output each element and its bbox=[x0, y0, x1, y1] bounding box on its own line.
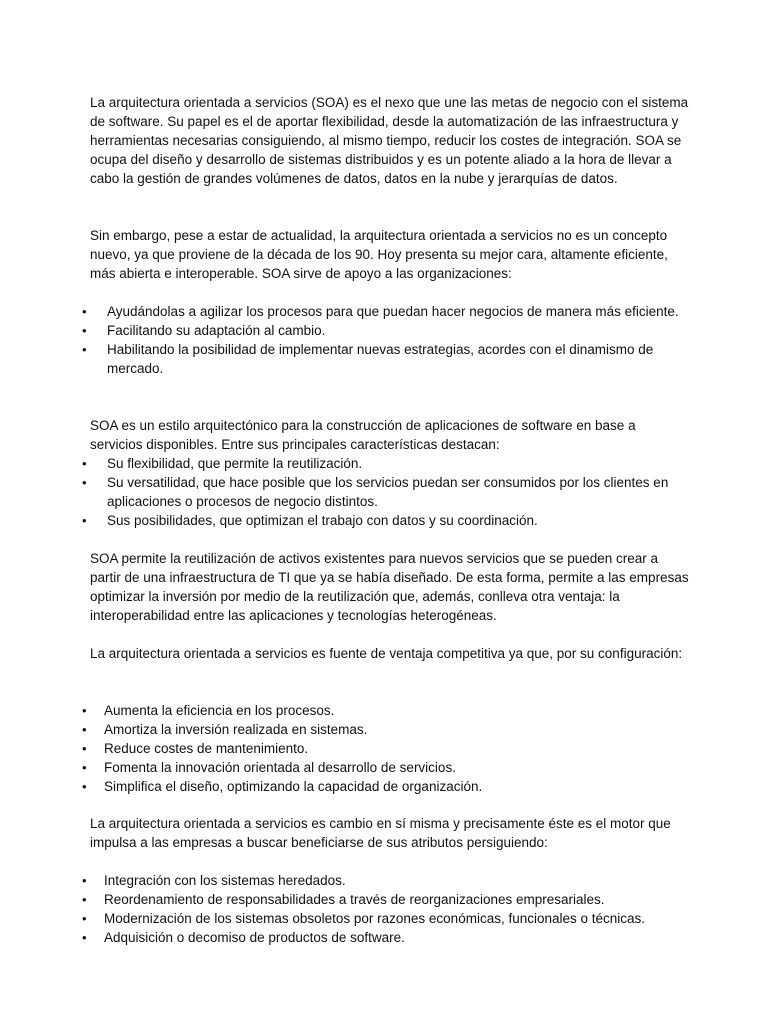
bullet-icon: • bbox=[82, 760, 87, 775]
list-item: • Modernización de los sistemas obsoletos por razones económicas, funcionales o técnicas. bbox=[82, 911, 646, 926]
list-item: • Ayudándolas a agilizar los procesos para que puedan hacer negocios de manera más eficiente. bbox=[82, 304, 679, 319]
list-item: • Amortiza la inversión realizada en sistemas. bbox=[82, 722, 368, 737]
bullet-icon: • bbox=[82, 930, 87, 945]
list-item: • Facilitando su adaptación al cambio. bbox=[82, 323, 326, 338]
paragraph-change: La arquitectura orientada a servicios es cambio en sí misma y precisamente éste es el motor que impulsa a las empresas a buscar beneficiarse de sus atributos persiguiendo: bbox=[90, 816, 671, 850]
list-item: • Aumenta la eficiencia en los procesos. bbox=[82, 703, 335, 718]
bullet-icon: • bbox=[82, 342, 87, 357]
paragraph-context: Sin embargo, pese a estar de actualidad, la arquitectura orientada a servicios no es un concepto nuevo, ya que proviene de la década de los 90. Hoy presenta su mejor cara, altamente eficiente, más abierta e interoperable. SOA sirve de apoyo a las organizaciones: bbox=[90, 228, 668, 281]
bullet-icon: • bbox=[82, 456, 87, 471]
list-advantages bbox=[0, 701, 700, 796]
list-item: • Fomenta la innovación orientada al desarrollo de servicios. bbox=[82, 760, 456, 775]
list-characteristics bbox=[0, 454, 700, 530]
paragraph-reuse: SOA permite la reutilización de activos existentes para nuevos servicios que se pueden crear a partir de una infraestructura de TI que ya se había diseñado. De esta forma, permite a las empresas optimizar la inversión por medio de la reutilización que, además, conlleva otra ventaja: la interoperabilidad entre las aplicaciones y tecnologías heterogéneas. bbox=[90, 551, 689, 623]
bullet-icon: • bbox=[82, 911, 87, 926]
list-item: • Su flexibilidad, que permite la reutilización. bbox=[82, 456, 363, 471]
bullet-icon: • bbox=[82, 892, 87, 907]
paragraph-style: SOA es un estilo arquitectónico para la construcción de aplicaciones de software en base a servicios disponibles. Entre sus principales características destacan: bbox=[90, 418, 636, 452]
bullet-icon: • bbox=[82, 779, 87, 794]
list-goals bbox=[0, 871, 700, 947]
paragraph-intro: La arquitectura orientada a servicios (SOA) es el nexo que une las metas de negocio con el sistema de software. Su papel es el de aportar flexibilidad, desde la automatización de las infraestructura y herramientas necesarias consiguiendo, al mismo tiempo, reducir los costes de integración. SOA se ocupa del diseño y desarrollo de sistemas distribuidos y es un potente aliado a la hora de llevar a cabo la gestión de grandes volúmenes de datos, datos en la nube y jerarquías de datos. bbox=[90, 95, 689, 186]
list-item: • Reordenamiento de responsabilidades a través de reorganizaciones empresariales. bbox=[82, 892, 605, 907]
bullet-icon: • bbox=[82, 741, 87, 756]
bullet-icon: • bbox=[82, 513, 87, 528]
list-item: • Sus posibilidades, que optimizan el trabajo con datos y su coordinación. bbox=[82, 513, 538, 528]
bullet-icon: • bbox=[82, 722, 87, 737]
bullet-icon: • bbox=[82, 475, 87, 490]
list-item: • Adquisición o decomiso de productos de software. bbox=[82, 930, 405, 945]
list-item: • Simplifica el diseño, optimizando la capacidad de organización. bbox=[82, 779, 483, 794]
paragraph-advantage: La arquitectura orientada a servicios es fuente de ventaja competitiva ya que, por su configuración: bbox=[90, 646, 683, 661]
list-item: • Habilitando la posibilidad de implementar nuevas estrategias, acordes con el dinamismo de mercado. bbox=[82, 342, 654, 376]
bullet-icon: • bbox=[82, 703, 87, 718]
bullet-icon: • bbox=[82, 304, 87, 319]
list-item: • Su versatilidad, que hace posible que los servicios puedan ser consumidos por los clientes en aplicaciones o procesos de negocio distintos. bbox=[82, 475, 669, 509]
list-item: • Reduce costes de mantenimiento. bbox=[82, 741, 309, 756]
bullet-icon: • bbox=[82, 873, 87, 888]
bullet-icon: • bbox=[82, 323, 87, 338]
list-item: • Integración con los sistemas heredados. bbox=[82, 873, 346, 888]
list-organization-support bbox=[0, 302, 700, 378]
